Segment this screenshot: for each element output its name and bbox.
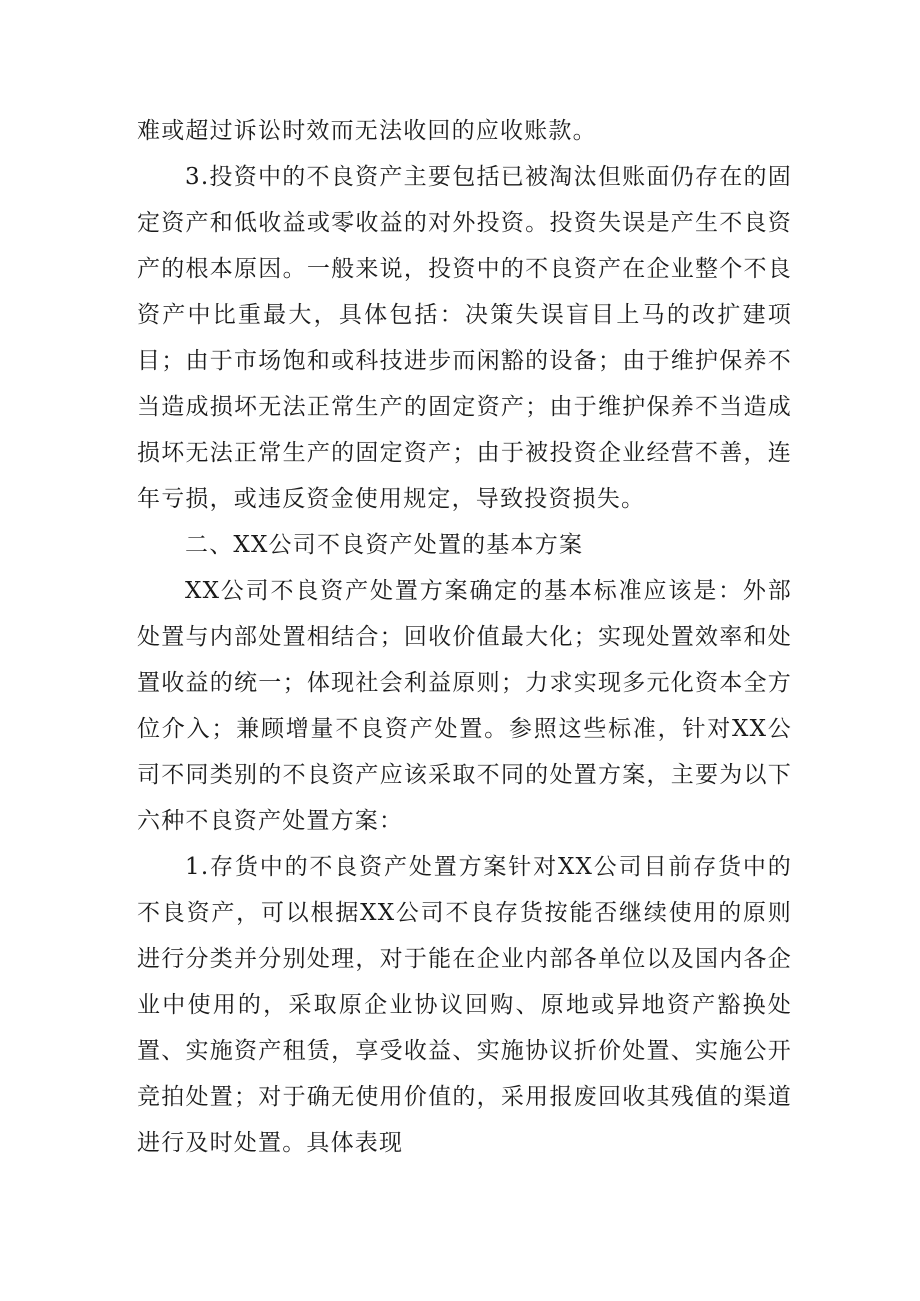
section-heading: 二、XX公司不良资产处置的基本方案 [185,532,584,558]
document-body [137,108,792,1166]
paragraph-disposal-standards: XX公司不良资产处置方案确定的基本标准应该是：外部处置与内部处置相结合；回收价值最大化；实现处置效率和处置收益的统一；体现社会利益原则；力求实现多元化资本全方位介入；兼顾增量不良资产处置。参照这些标准，针对XX公司不同类别的不良资产应该采取不同的处置方案，主要为以下六种不良资产处置方案： [137,578,792,834]
paragraph-continuation: 难或超过诉讼时效而无法收回的应收账款。 [137,118,597,144]
paragraph-inventory-disposal: 1.存货中的不良资产处置方案针对XX公司目前存货中的不良资产，可以根据XX公司不良存货按能否继续使用的原则进行分类并分别处理，对于能在企业内部各单位以及国内各企业中使用的，采取原企业协议回购、原地或异地资产豁换处置、实施资产租赁，享受收益、实施协议折价处置、实施公开竞拍处置；对于确无使用价值的，采用报废回收其残值的渠道进行及时处置。具体表现 [137,854,792,1156]
paragraph-investment-bad-assets: 3.投资中的不良资产主要包括已被淘汰但账面仍存在的固定资产和低收益或零收益的对外投资。投资失误是产生不良资产的根本原因。一般来说，投资中的不良资产在企业整个不良资产中比重最大，具体包括：决策失误盲目上马的改扩建项目；由于市场饱和或科技进步而闲豁的设备；由于维护保养不当造成损坏无法正常生产的固定资产；由于维护保养不当造成损坏无法正常生产的固定资产；由于被投资企业经营不善，连年亏损，或违反资金使用规定，导致投资损失。 [137,164,792,512]
